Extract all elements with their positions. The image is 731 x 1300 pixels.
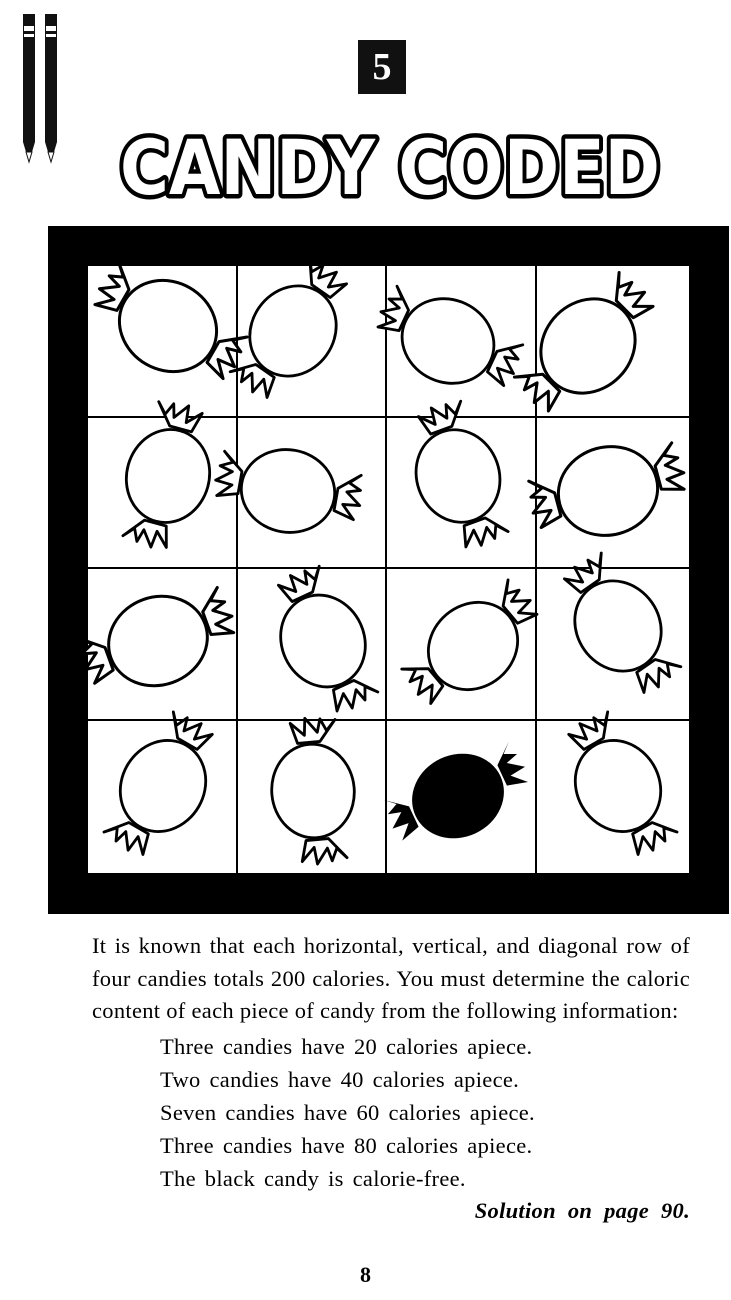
- fact-line: Seven candies have 60 calories apiece.: [160, 1099, 535, 1125]
- page-title: [100, 108, 680, 218]
- pencils-icon: [20, 12, 65, 167]
- candy-grid-puzzle: [48, 226, 729, 914]
- page-title-text: CANDY CODED: [120, 123, 660, 212]
- puzzle-text: [92, 930, 690, 1227]
- pencil-icon: [23, 14, 35, 162]
- page-number: 8: [360, 1262, 371, 1287]
- fact-line: The black candy is calorie-free.: [160, 1165, 466, 1191]
- solution-reference: Solution on page 90.: [474, 1197, 690, 1223]
- pencil-icon: [45, 14, 57, 162]
- facts-list: [160, 1030, 690, 1195]
- fact-line: Three candies have 20 calories apiece.: [160, 1033, 533, 1059]
- fact-line: Two candies have 40 calories apiece.: [160, 1066, 520, 1092]
- puzzle-number-badge: 5: [358, 40, 406, 94]
- intro-paragraph: It is known that each horizontal, vertical, and diagonal row of four candies totals 200 calories. You must determine the caloric content of each piece of candy from the following information:: [92, 933, 690, 1023]
- fact-line: Three candies have 80 calories apiece.: [160, 1132, 533, 1158]
